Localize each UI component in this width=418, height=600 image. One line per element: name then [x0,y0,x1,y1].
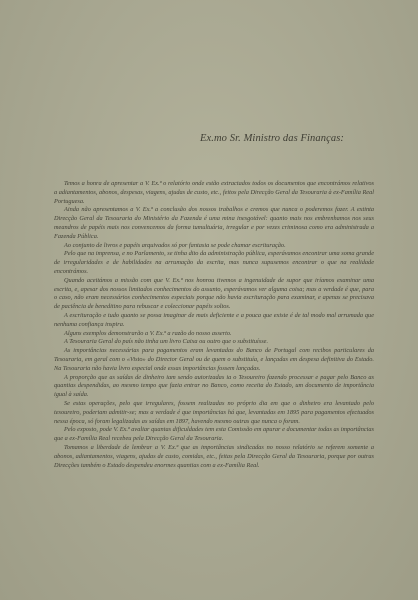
paragraph: Pelo exposto, pode V. Ex.ª avaliar quantas dificuldades tem esta Comissão em apurar e documentar todas as importâncias que a ex-Família Real recebeu pela Direcção Geral da Tesouraria. [54,426,374,443]
paragraph: Ao conjunto de livros e papéis arquivados só por fantasia se pode chamar escrituração. [64,241,286,249]
paragraph: Tomamos a liberdade de lembrar a V. Ex.ª que as importâncias sindicadas no nosso relatório se referem somente a abonos, adiantamentos, viagens, ajudas de custo, comidas, etc., feitas pela Direcção Geral da Tesouraria, porque por outras Direcções também o Estado despendeu enormes quantias com a ex-Família Real. [54,443,374,469]
paragraph: As importâncias necessárias para pagamentos eram levantadas do Banco de Portugal com recibos particulares da Tesouraria, em geral com o «Visto» do Director Geral ou de quem o substituía, e lançadas em despesa definitiva do Estado. Na Tesouraria não havia livro especial onde essas importâncias fossem lançadas. [54,347,374,372]
salutation: Ex.mo Sr. Ministro das Finanças: [200,133,344,144]
paragraph: A escrituração e tudo quanto se possa imaginar de mais deficiente e a pouca que existe é de tal modo mal arrumada que nenhuma confiança inspira. [54,311,374,328]
paragraph: A proporção que as saídas de dinheiro iam sendo autorizadas ia o Tesoureiro fazendo processar e pagar pelo Banco as quantias despendidas, ao mesmo tempo que fazia entrar no Banco, como receita do Estado, um documento de importância igual à saída. [54,373,374,399]
paragraph: Ainda não apresentamos a V. Ex.ª a conclusão dos nossos trabalhos e cremos que nunca o poderemos fazer. A extinta Direcção Geral da Tesouraria do Ministério da Fazenda é uma mina inesgotável: quanto mais nos embrenhamos nos seus meandros de papéis mais nos convencemos da forma tumultuária, irregular e por vezes criminosa como era administrada a Fazenda Pública. [54,206,374,240]
paragraph: Alguns exemplos demonstrarão a V. Ex.ª a razão do nosso asserto. [64,329,232,337]
paragraph: Quando aceitámos a missão com que V. Ex.ª nos honrou tivemos a ingenuidade de supor que iríamos examinar uma escrita, e, apesar dos nossos limitados conhecimentos do assunto, esperávamos ver alguma coisa; mas a verdade é que, para o caso, não eram necessários conhecimentos especiais porque não havia escrituração para examinar, e apenas se precisava de paciência de beneditino para rebuscar e coleccionar papéis soltos. [54,276,374,311]
paragraph: A Tesouraria Geral do país não tinha um livro Caixa ou outro que o substituísse. [64,338,269,346]
paragraph: Se estas operações, pelo que irregulares, fossem realizadas no próprio dia em que o dinheiro era levantado pelo tesoureiro, poderiam admitir-se; mas a verdade é que importâncias há que, levantadas em 1895 para pagamentos efectuados nessa época, só foram legalizadas as saídas em 1897, havendo mesmo outras que nunca o foram. [54,399,374,425]
report-body [54,180,374,470]
paragraph: Temos a honra de apresentar a V. Ex.ª o relatório onde estão extractados todos os documentos que encontrámos relativos a adiantamentos, abonos, despesas, viagens, ajudas de custo, etc., feitos pela Direcção Geral da Tesouraria à ex-Família Real Portuguesa. [54,180,374,205]
paragraph: Pelo que na imprensa, e no Parlamento, se tinha dito da administração pública, esperávamos encontrar uma soma grande de irregularidades e de habilidades na arrumação da escrita, mas nunca supusemos encontrar o que na realidade encontrámos. [54,250,374,275]
